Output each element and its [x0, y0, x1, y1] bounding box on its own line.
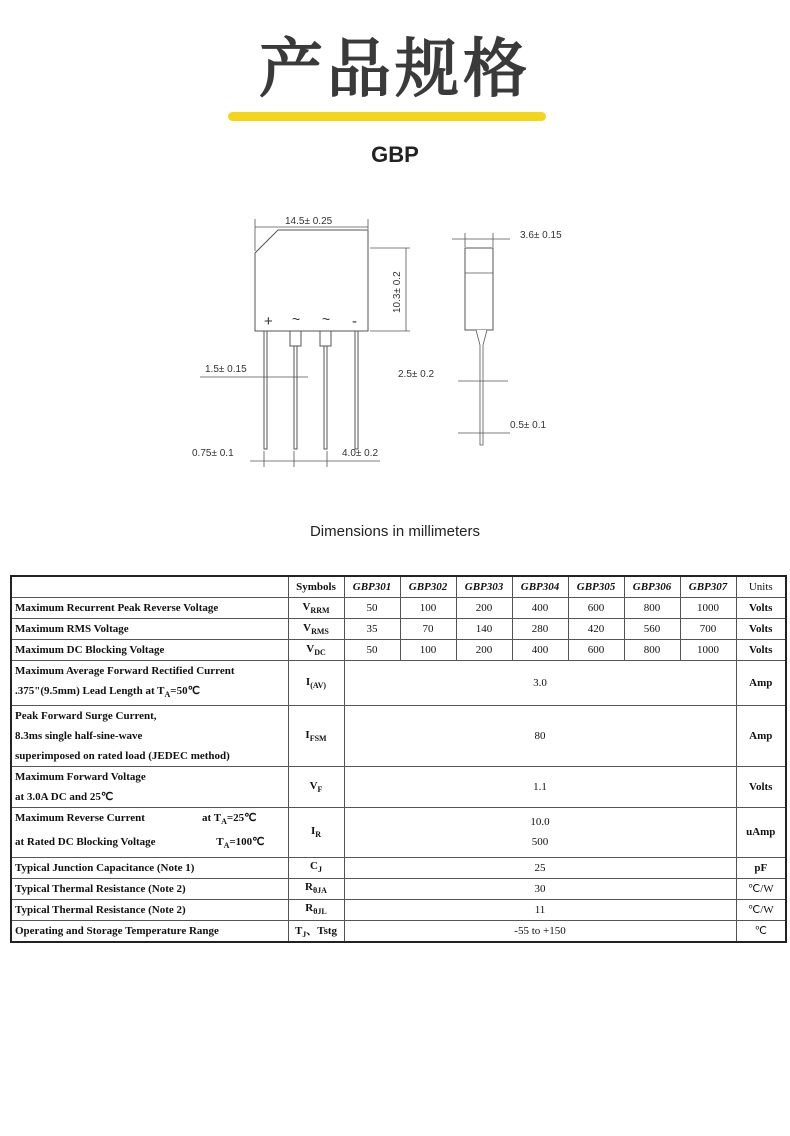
lead-3-shoulder [320, 331, 331, 346]
value-cell: 140 [456, 619, 512, 640]
value-cell: 600 [568, 640, 624, 661]
table-row [11, 661, 786, 706]
param-name: Maximum Recurrent Peak Reverse Voltage [11, 598, 288, 619]
spec-table [10, 575, 787, 943]
header-model: GBP307 [680, 576, 736, 598]
unit-cell: pF [736, 857, 786, 878]
unit-cell: Volts [736, 598, 786, 619]
value-line: 500 [531, 836, 549, 849]
value-cell: 25 [344, 857, 736, 878]
value-cell: 280 [512, 619, 568, 640]
lead-1 [264, 331, 267, 449]
param-symbol: $I_{FSM}$ [288, 706, 344, 767]
param-name [11, 661, 288, 706]
unit-cell: Amp [736, 706, 786, 767]
unit-cell: Volts [736, 619, 786, 640]
param-symbol: $V_{RMS}$ [288, 619, 344, 640]
value-cell: 560 [624, 619, 680, 640]
value-cell: 3.0 [344, 661, 736, 706]
param-line: at Rated DC Blocking Voltage $T_A=100℃$ [15, 836, 265, 851]
dim-lead-width-label: 0.75± 0.1 [192, 448, 234, 459]
header-model: GBP302 [400, 576, 456, 598]
param-line: Peak Forward Surge Current, [15, 710, 157, 723]
param-line: Maximum Reverse Current at $T_A=25℃$ [15, 812, 257, 827]
value-cell: 400 [512, 640, 568, 661]
param-name: Operating and Storage Temperature Range [11, 920, 288, 942]
param-line: at 3.0A DC and 25℃ [15, 791, 114, 804]
table-row [11, 767, 786, 808]
dim-height-label: 10.3± 0.2 [392, 271, 403, 313]
unit-cell: Volts [736, 640, 786, 661]
param-symbol: $V_F$ [288, 767, 344, 808]
header-units: Units [736, 576, 786, 598]
param-name: Maximum DC Blocking Voltage [11, 640, 288, 661]
value-cell: 200 [456, 598, 512, 619]
pin-plus-label: + [264, 313, 273, 330]
header-model: GBP301 [344, 576, 400, 598]
table-row [11, 598, 786, 619]
value-cell: 800 [624, 640, 680, 661]
value-cell: 80 [344, 706, 736, 767]
dimension-drawing [180, 205, 600, 475]
title-underline [228, 112, 546, 121]
dim-pin-width-label: 1.5± 0.15 [205, 364, 247, 375]
param-symbol: $R_{\theta JA}$ [288, 878, 344, 899]
param-symbol: $R_{\theta JL}$ [288, 899, 344, 920]
value-cell: 70 [400, 619, 456, 640]
table-row [11, 640, 786, 661]
unit-cell: ℃ [736, 920, 786, 942]
table-row [11, 920, 786, 942]
header-model: GBP303 [456, 576, 512, 598]
pin-ac2-label: ~ [322, 311, 331, 327]
unit-cell: Amp [736, 661, 786, 706]
header-row [11, 576, 786, 598]
dimensions-caption: Dimensions in millimeters [309, 523, 481, 540]
value-cell: 800 [624, 598, 680, 619]
header-model: GBP304 [512, 576, 568, 598]
param-line: .375"(9.5mm) Lead Length at $T_A=50℃$ [15, 685, 200, 700]
table-row [11, 808, 786, 857]
lead-4 [355, 331, 358, 449]
param-name [11, 767, 288, 808]
param-name: Maximum RMS Voltage [11, 619, 288, 640]
unit-cell: ℃/W [736, 878, 786, 899]
value-cell: 700 [680, 619, 736, 640]
param-symbol: $I_{(AV)}$ [288, 661, 344, 706]
dim-width-label: 14.5± 0.25 [285, 216, 333, 227]
value-cell: -55 to +150 [344, 920, 736, 942]
param-line: superimposed on rated load (JEDEC method) [15, 750, 230, 763]
table-row [11, 899, 786, 920]
header-symbols: Symbols [288, 576, 344, 598]
param-symbol: $V_{DC}$ [288, 640, 344, 661]
value-line: 10.0 [530, 816, 550, 829]
header-model: GBP305 [568, 576, 624, 598]
lead-3 [324, 346, 327, 449]
dim-lead-dia-label: 0.5± 0.1 [510, 420, 547, 431]
dim-lead-offset-label: 2.5± 0.2 [398, 369, 435, 380]
param-name [11, 706, 288, 767]
dim-pitch-label: 4.0± 0.2 [342, 448, 379, 459]
value-cell: 600 [568, 598, 624, 619]
pin-ac1-label: ~ [292, 311, 301, 327]
param-symbol: $I_R$ [288, 808, 344, 857]
param-name: Typical Junction Capacitance (Note 1) [11, 857, 288, 878]
table-row [11, 857, 786, 878]
page-title: 产品规格 [259, 33, 531, 107]
value-cell: 30 [344, 878, 736, 899]
param-symbol: $T_J$、Tstg [288, 920, 344, 942]
header-model: GBP306 [624, 576, 680, 598]
pin-minus-label: - [352, 313, 357, 330]
lead-2 [294, 346, 297, 449]
value-cell [344, 808, 736, 857]
header-blank [11, 576, 288, 598]
unit-cell: uAmp [736, 808, 786, 857]
package-body-side [465, 248, 493, 330]
value-cell: 420 [568, 619, 624, 640]
value-cell: 200 [456, 640, 512, 661]
model-name: GBP [371, 142, 419, 167]
side-lead [476, 330, 487, 445]
param-name: Typical Thermal Resistance (Note 2) [11, 899, 288, 920]
value-cell: 100 [400, 640, 456, 661]
table-row [11, 619, 786, 640]
value-cell: 400 [512, 598, 568, 619]
param-line: 8.3ms single half-sine-wave [15, 730, 143, 743]
value-cell: 35 [344, 619, 400, 640]
param-name: Typical Thermal Resistance (Note 2) [11, 878, 288, 899]
value-cell: 1.1 [344, 767, 736, 808]
value-cell: 11 [344, 899, 736, 920]
value-cell: 100 [400, 598, 456, 619]
value-cell: 1000 [680, 640, 736, 661]
dim-thickness-label: 3.6± 0.15 [520, 230, 562, 241]
value-cell: 50 [344, 640, 400, 661]
value-cell: 1000 [680, 598, 736, 619]
param-symbol: $C_J$ [288, 857, 344, 878]
param-line: Maximum Forward Voltage [15, 771, 146, 784]
table-row [11, 878, 786, 899]
unit-cell: ℃/W [736, 899, 786, 920]
table-row [11, 706, 786, 767]
param-line: Maximum Average Forward Rectified Current [15, 665, 235, 677]
param-name [11, 808, 288, 857]
param-symbol: $V_{RRM}$ [288, 598, 344, 619]
unit-cell: Volts [736, 767, 786, 808]
lead-2-shoulder [290, 331, 301, 346]
value-cell: 50 [344, 598, 400, 619]
